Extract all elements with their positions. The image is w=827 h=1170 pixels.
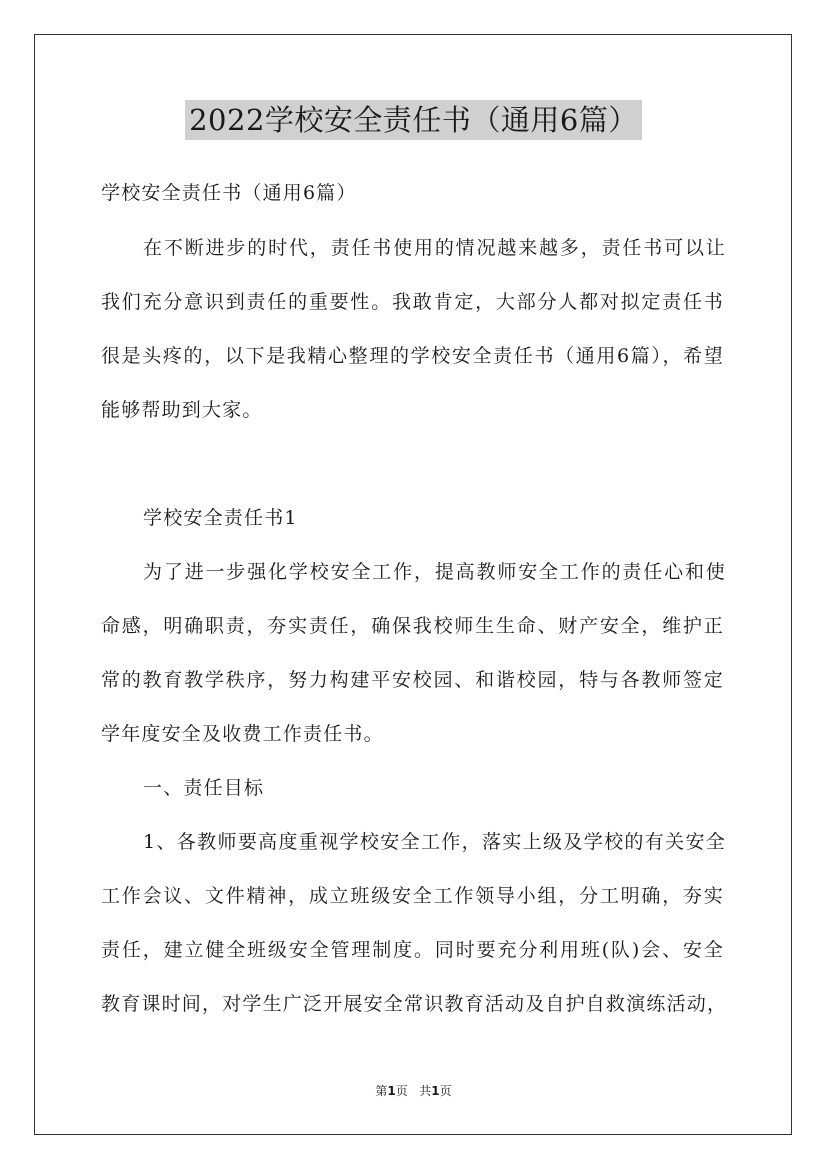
title-container	[0, 100, 827, 140]
intro-line: 我们充分意识到责任的重要性。我敢肯定，大部分人都对拟定责任书	[101, 291, 724, 313]
intro-line: 很是头疼的，以下是我精心整理的学校安全责任书（通用6篇），希望	[101, 345, 724, 367]
document-title: 2022学校安全责任书（通用6篇）	[185, 100, 642, 140]
section-line: 常的教育教学秩序，努力构建平安校园、和谐校园，特与各教师签定	[101, 669, 724, 691]
footer-mid: 页 共	[395, 1084, 432, 1098]
item-line: 工作会议、文件精神，成立班级安全工作领导小组，分工明确，夯实	[101, 885, 724, 907]
total-pages-number: 1	[431, 1084, 440, 1098]
intro-line: 在不断进步的时代，责任书使用的情况越来越多，责任书可以让	[143, 237, 726, 259]
section-heading: 学校安全责任书1	[143, 507, 298, 529]
current-page-number: 1	[387, 1084, 396, 1098]
subheading: 一、责任目标	[143, 777, 265, 799]
document-subtitle: 学校安全责任书（通用6篇）	[101, 182, 357, 204]
item-line: 教育课时间，对学生广泛开展安全常识教育活动及自护自救演练活动，	[101, 993, 728, 1015]
section-line: 命感，明确职责，夯实责任，确保我校师生生命、财产安全，维护正	[101, 615, 724, 637]
page-footer	[0, 1083, 827, 1099]
item-line: 1、各教师要高度重视学校安全工作，落实上级及学校的有关安全	[143, 831, 726, 853]
section-line: 学年度安全及收费工作责任书。	[101, 723, 384, 745]
footer-prefix: 第	[375, 1084, 388, 1098]
section-line: 为了进一步强化学校安全工作，提高教师安全工作的责任心和使	[143, 561, 726, 583]
footer-suffix: 页	[439, 1084, 452, 1098]
intro-line: 能够帮助到大家。	[101, 399, 263, 421]
item-line: 责任，建立健全班级安全管理制度。同时要充分利用班(队)会、安全	[101, 939, 724, 961]
